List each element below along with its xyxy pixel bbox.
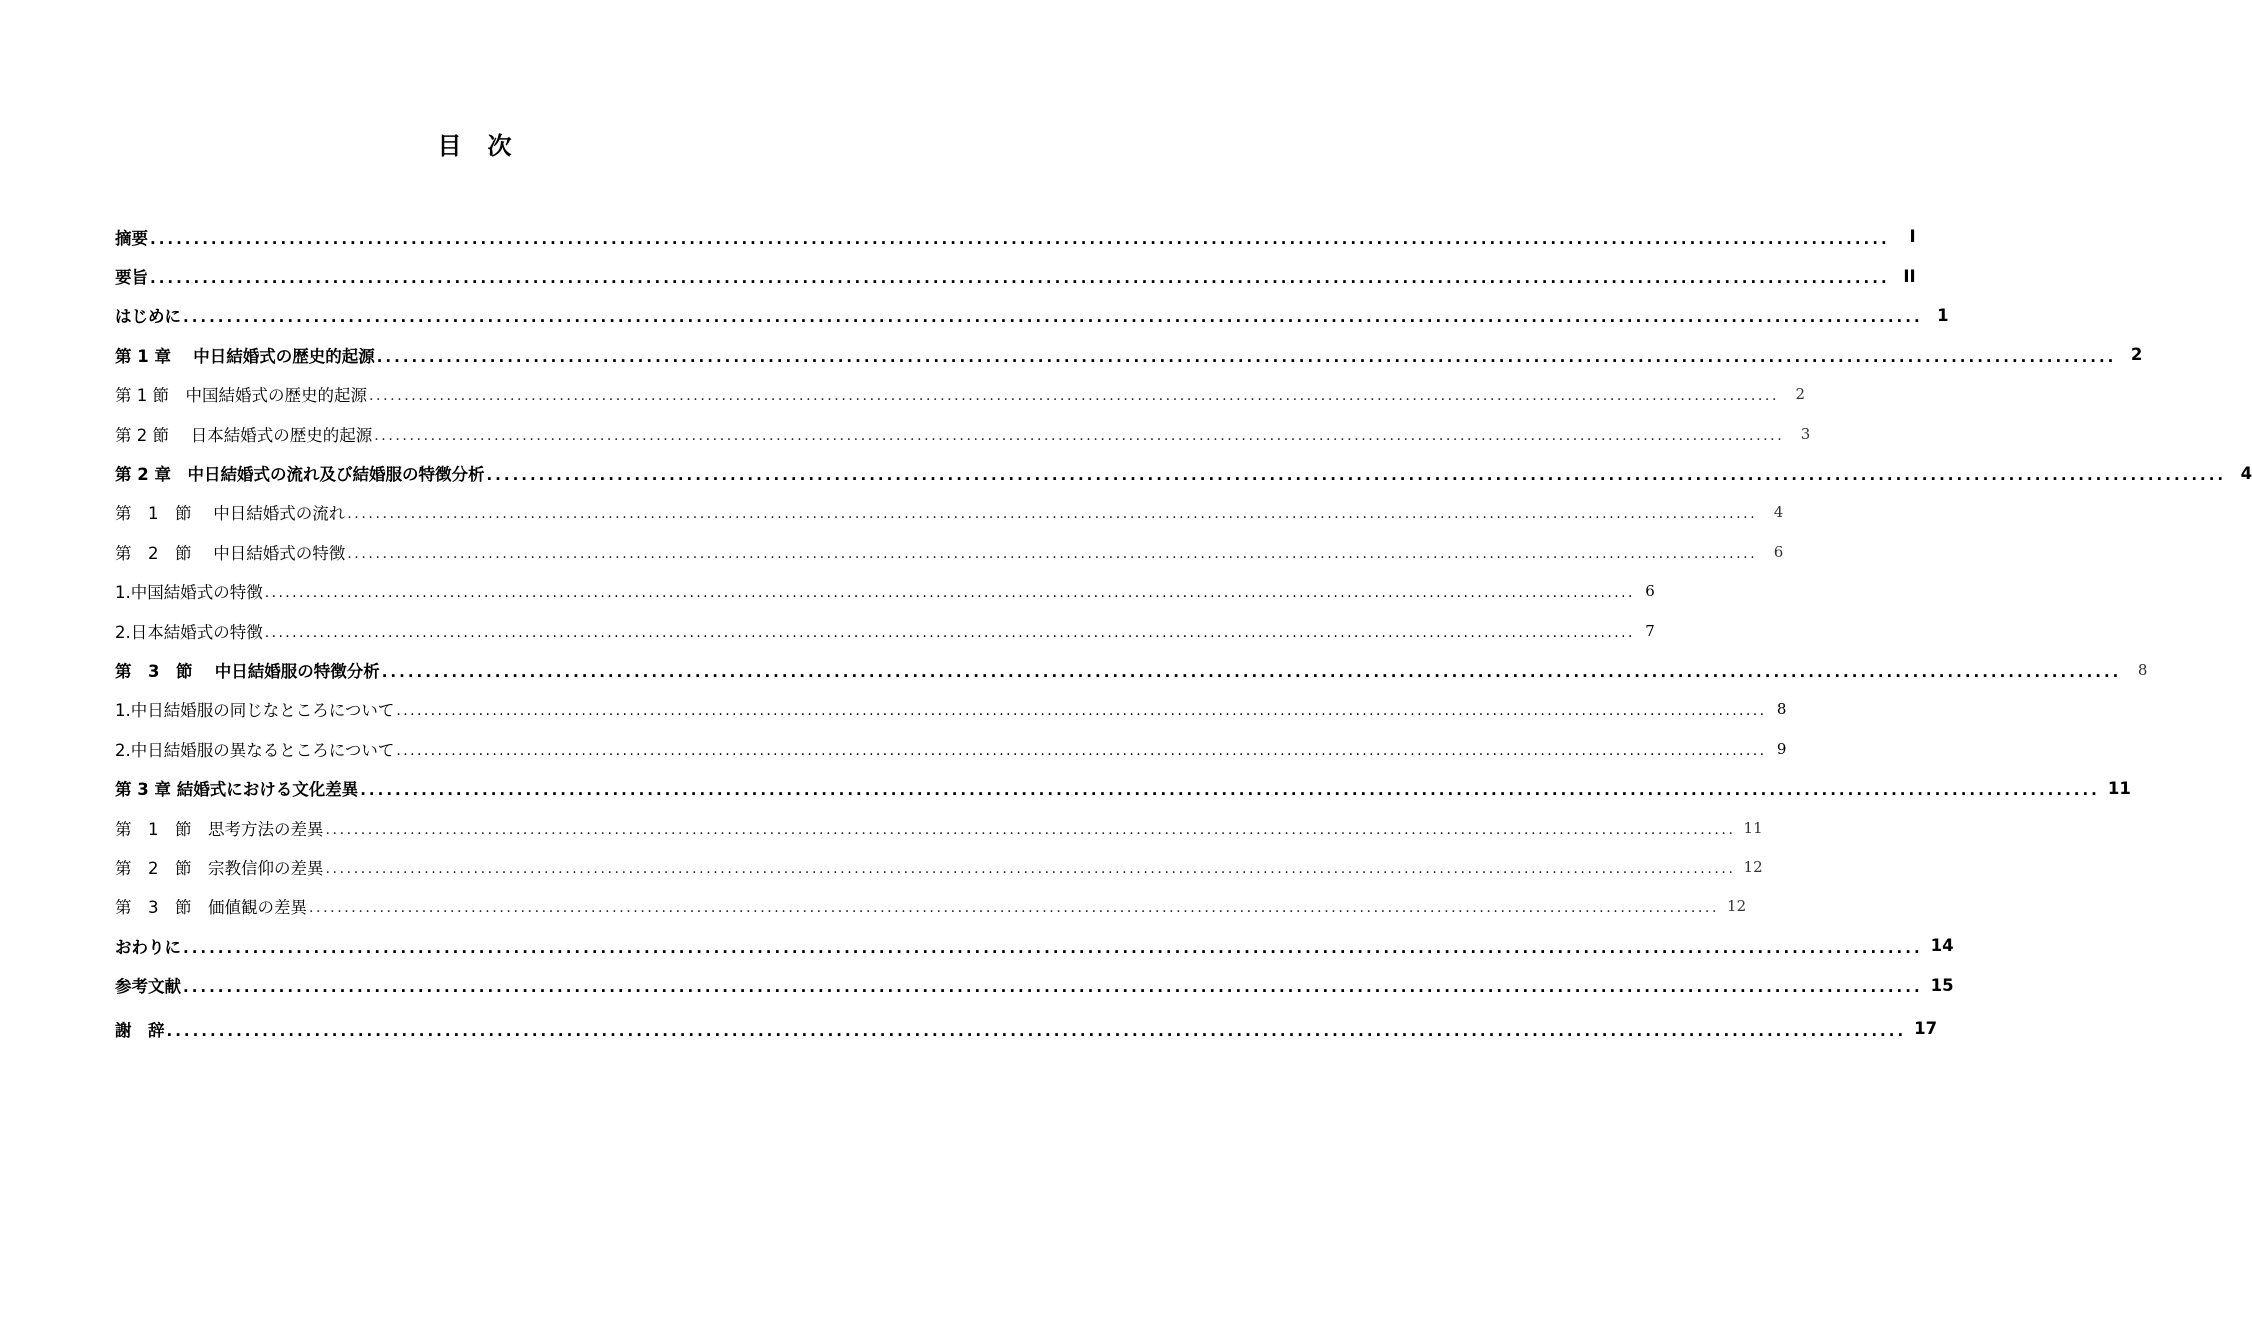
toc-entry-page-number: 9 [1776, 739, 1787, 758]
toc-entry-label: 第 2 節 中日結婚式の特徴 [115, 543, 346, 563]
toc-entry[interactable] [115, 926, 1954, 965]
toc-entry[interactable] [115, 1009, 1938, 1048]
toc-entry-page-number: 14 [1930, 936, 1954, 956]
toc-entry[interactable] [115, 532, 1784, 571]
toc-entry-page-number: 4 [2240, 463, 2252, 483]
toc-entry-label: 第 2 章 中日結婚式の流れ及び結婚服の特徴分析 [115, 465, 485, 485]
dot-leader: ........................................................................................................................................................................................................ [347, 506, 1758, 523]
dot-leader: ........................................................................................................................................................................................................ [396, 742, 1767, 759]
dot-leader: ........................................................................................................................................................................................................ [150, 229, 1890, 248]
toc-entry-label: 第 1 節 中国結婚式の歴史的起源 [115, 386, 367, 406]
toc-entry-label: 第 2 節 日本結婚式の歴史的起源 [115, 425, 373, 445]
dot-leader: ........................................................................................................................................................................................................ [183, 978, 1923, 997]
page-title: 目 次 [437, 132, 513, 160]
toc-entry[interactable] [115, 887, 1747, 926]
toc-entry-label: 第 1 節 中日結婚式の流れ [115, 504, 346, 524]
toc-entry-label: 参考文献 [115, 977, 181, 997]
dot-leader: ........................................................................................................................................................................................................ [369, 388, 1780, 405]
toc-entry-page-number: 6 [1773, 542, 1784, 561]
dot-leader: ........................................................................................................................................................................................................ [376, 347, 2117, 366]
toc-entry[interactable] [115, 808, 1763, 847]
toc-entry[interactable] [115, 217, 1916, 256]
toc-entry-label: 2.日本結婚式の特徴 [115, 622, 263, 642]
toc-entry-page-number: 1 [1937, 305, 1949, 325]
toc-entry[interactable] [115, 729, 1787, 768]
dot-leader: ........................................................................................................................................................................................................ [360, 781, 2100, 800]
toc-entry-label: 第 2 節 宗教信仰の差異 [115, 858, 324, 878]
dot-leader: ........................................................................................................................................................................................................ [381, 662, 2122, 681]
toc-entry-page-number: 15 [1930, 975, 1954, 995]
dot-leader: ........................................................................................................................................................................................................ [486, 466, 2227, 485]
dot-leader: ........................................................................................................................................................................................................ [264, 624, 1635, 641]
toc-entry-label: 謝 辞 [115, 1020, 165, 1040]
dot-leader: ........................................................................................................................................................................................................ [150, 269, 1890, 288]
toc-entry[interactable] [115, 414, 1811, 453]
toc-entry-label: 摘要 [115, 228, 148, 248]
dot-leader: ........................................................................................................................................................................................................ [396, 703, 1767, 720]
toc-entry-label: おわりに [115, 937, 181, 957]
toc-entry-page-number: 2 [1795, 385, 1806, 404]
toc-entry-label: 第 3 章 結婚式における文化差異 [115, 780, 359, 800]
toc-entry-page-number: 2 [2130, 345, 2143, 365]
toc-entry[interactable] [115, 256, 1916, 295]
toc-entry-page-number: 4 [1773, 503, 1784, 522]
toc-entry[interactable] [115, 375, 1806, 414]
toc-entry[interactable] [115, 965, 1954, 1004]
toc-entry-label: 第 1 節 思考方法の差異 [115, 819, 324, 839]
toc-entry-page-number: II [1903, 266, 1916, 286]
toc-entry[interactable] [115, 572, 1655, 611]
toc-entry[interactable] [115, 335, 2143, 374]
dot-leader: ........................................................................................................................................................................................................ [374, 427, 1785, 444]
toc-entry-page-number: I [1909, 227, 1916, 247]
toc-entry-label: 1.中日結婚服の同じなところについて [115, 701, 395, 721]
toc-entry-page-number: 8 [2137, 660, 2148, 679]
dot-leader: ........................................................................................................................................................................................................ [183, 308, 1923, 327]
dot-leader: ........................................................................................................................................................................................................ [166, 1021, 1907, 1040]
toc-entry[interactable] [115, 768, 2131, 807]
toc-entry-label: 1.中国結婚式の特徴 [115, 583, 263, 603]
toc-entry[interactable] [115, 611, 1655, 650]
toc-entry[interactable] [115, 493, 1784, 532]
dot-leader: ........................................................................................................................................................................................................ [264, 585, 1635, 602]
toc-entry-label: 要旨 [115, 268, 148, 288]
dot-leader: ........................................................................................................................................................................................................ [325, 821, 1736, 838]
toc-entry-label: 第 3 節 価値観の差異 [115, 898, 307, 918]
toc-entry[interactable] [115, 690, 1787, 729]
dot-leader: ........................................................................................................................................................................................................ [309, 900, 1720, 917]
toc-entry[interactable] [115, 296, 1949, 335]
toc-entry-label: 第 3 節 中日結婚服の特徴分析 [115, 661, 380, 681]
toc-entry-page-number: 17 [1914, 1019, 1938, 1038]
toc-entry-page-number: 11 [2107, 778, 2131, 798]
table-of-contents [115, 217, 2252, 1048]
toc-entry[interactable] [115, 453, 2252, 492]
dot-leader: ........................................................................................................................................................................................................ [183, 938, 1923, 957]
toc-entry[interactable] [115, 650, 2148, 689]
toc-entry-page-number: 12 [1727, 897, 1747, 916]
toc-entry-page-number: 8 [1776, 700, 1787, 719]
dot-leader: ........................................................................................................................................................................................................ [347, 545, 1758, 562]
toc-entry[interactable] [115, 847, 1763, 886]
toc-entry-label: はじめに [115, 307, 181, 327]
dot-leader: ........................................................................................................................................................................................................ [325, 860, 1736, 877]
toc-entry-page-number: 3 [1800, 424, 1811, 443]
toc-entry-page-number: 12 [1743, 857, 1763, 876]
toc-entry-label: 2.中日結婚服の異なるところについて [115, 740, 395, 760]
toc-entry-page-number: 7 [1645, 621, 1655, 640]
toc-entry-page-number: 6 [1645, 582, 1655, 601]
toc-entry-label: 第 1 章 中日結婚式の歴史的起源 [115, 346, 375, 366]
toc-entry-page-number: 11 [1743, 818, 1763, 837]
